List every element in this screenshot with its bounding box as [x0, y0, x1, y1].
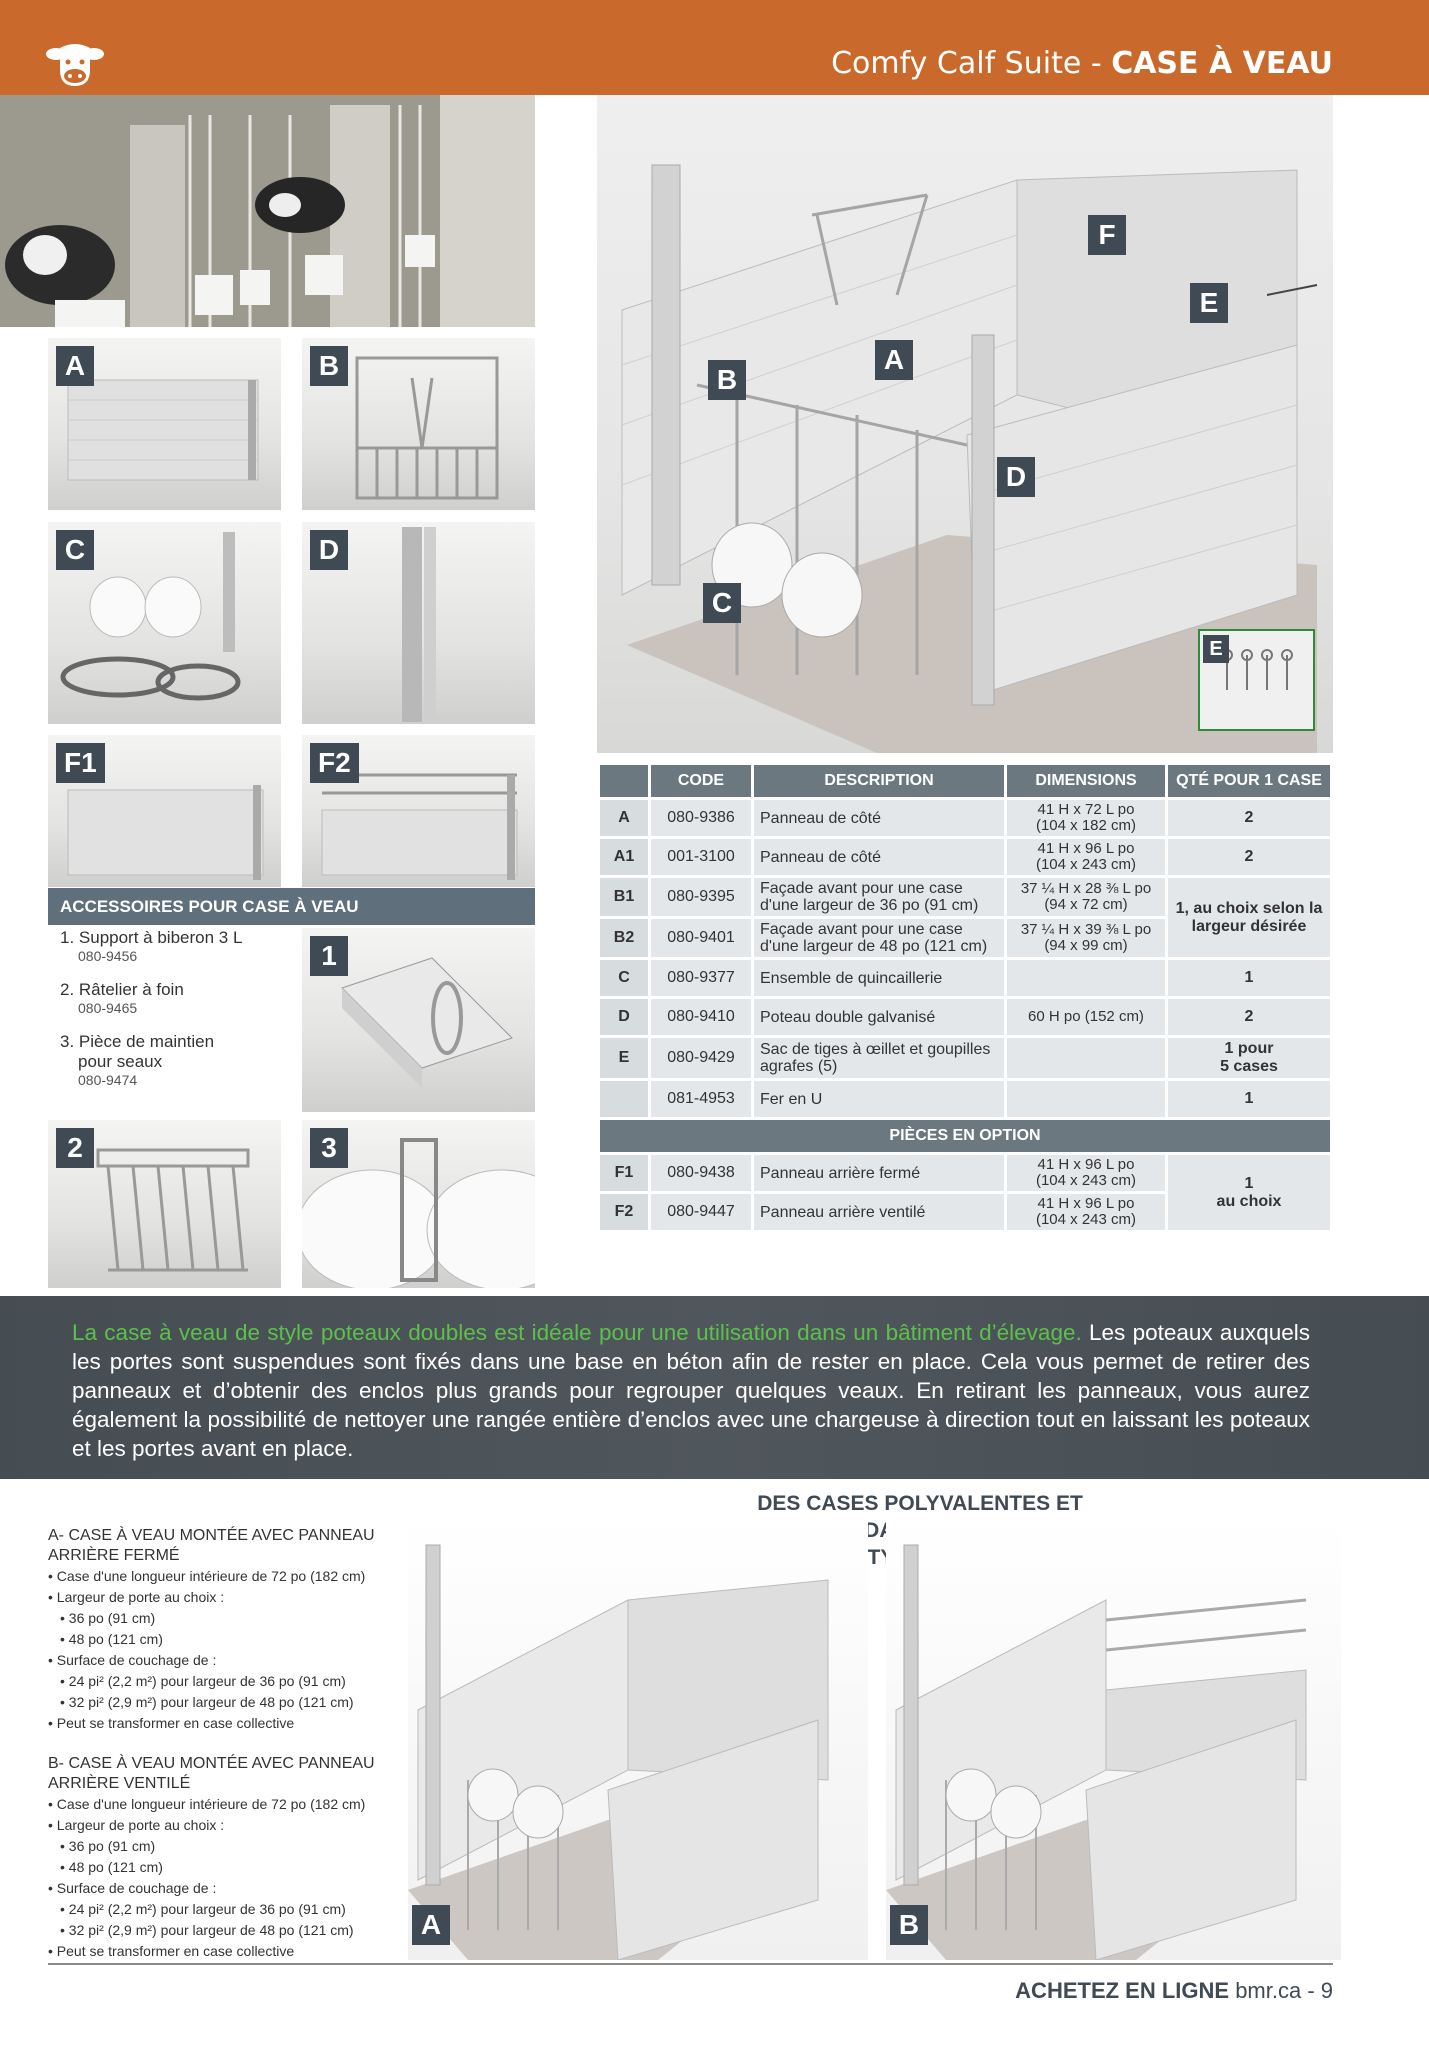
thumb-post-d [302, 522, 535, 724]
label-f2: F2 [310, 743, 359, 783]
label-a: A [56, 346, 94, 386]
table-row: D 080-9410 Poteau double galvanisé 60 H po (152 cm) 2 [600, 999, 1330, 1035]
thumb-hay-rack [48, 1120, 281, 1288]
page-header [0, 0, 1429, 95]
table-row: B1 080-9395 Façade avant pour une case d'une largeur de 36 po (91 cm) 37 ¼ H x 28 ⅜ L po (94 x 72 cm) 1, au choix selon la largeur désirée [600, 878, 1330, 916]
spec-b-list: • Case d'une longueur intérieure de 72 po (182 cm) • Largeur de porte au choix : • 36 po (91 cm) • 48 po (121 cm) • Surface de couchage de : • 24 pi² (2,2 m²) pour largeur de 36 po (91 cm) • 32 pi² (2,9 m²) pour largeur de 48 po (121 cm) • Peut se transformer en case collective [48, 1794, 388, 1962]
table-row: A 080-9386 Panneau de côté 41 H x 72 L po (104 x 182 cm) 2 [600, 800, 1330, 836]
table-row: 081-4953 Fer en U 1 [600, 1081, 1330, 1117]
main-label-a: A [875, 340, 913, 380]
table-row: F1 080-9438 Panneau arrière fermé 41 H x 96 L po (104 x 243 cm) 1 au choix [600, 1155, 1330, 1191]
thumb-front-b [302, 338, 535, 510]
thumb-bucket-holder [302, 1120, 535, 1288]
main-product-photo [597, 95, 1333, 753]
description-band [0, 1296, 1429, 1479]
description-text: La case à veau de style poteaux doubles est idéale pour une utilisation dans un bâtiment d’élevage. Les poteaux auxquels les portes sont suspendues sont fixés dans une base en béton afin de rester en place. Cela vous permet de retirer des panneaux et d’obtenir des enclos plus grands pour regrouper quelques veaux. En retirant les panneaux, vous aurez également la possibilité de nettoyer une rangée entière d’enclos avec une chargeuse à direction tout en laissant les poteaux et les portes avant en place. [72, 1320, 1311, 1461]
table-header: CODE DESCRIPTION DIMENSIONS QTÉ POUR 1 CASE [600, 765, 1330, 797]
label-2: 2 [56, 1128, 94, 1168]
case-label-a: A [412, 1905, 450, 1945]
versatile-heading: DES CASES POLYVALENTES ET [757, 1492, 1083, 1515]
case-b-photo [886, 1520, 1341, 1960]
thumb-panel-a [48, 338, 281, 510]
page-title: Comfy Calf Suite - CASE À VEAU [831, 46, 1333, 81]
main-label-b: B [708, 360, 746, 400]
spec-a-title: A- CASE À VEAU MONTÉE AVEC PANNEAU ARRIÈRE FERMÉ [48, 1527, 375, 1564]
spec-a-list: • Case d'une longueur intérieure de 72 po (182 cm) • Largeur de porte au choix : • 36 po (91 cm) • 48 po (121 cm) • Surface de couchage de : • 24 pi² (2,2 m²) pour largeur de 36 po (91 cm) • 32 pi² (2,9 m²) pour largeur de 48 po (121 cm) • Peut se transformer en case collective [48, 1566, 388, 1734]
table-row: F2 080-9447 Panneau arrière ventilé 41 H x 96 L po (104 x 243 cm) [600, 1194, 1330, 1230]
list-item: 2. Râtelier à foin 080-9465 [60, 980, 184, 1016]
label-b: B [310, 346, 348, 386]
main-label-e-inset: E [1203, 635, 1229, 663]
label-3: 3 [310, 1128, 348, 1168]
spec-lists [48, 1514, 388, 1962]
main-label-f: F [1088, 215, 1126, 255]
spec-b-title: B- CASE À VEAU MONTÉE AVEC PANNEAU ARRIÈRE VENTILÉ [48, 1755, 375, 1792]
table-row: C 080-9377 Ensemble de quincaillerie 1 [600, 960, 1330, 996]
label-d: D [310, 530, 348, 570]
thumb-back-f2 [302, 735, 535, 887]
accessories-list [48, 928, 298, 1104]
label-f1: F1 [56, 743, 105, 783]
cow-head-icon [46, 42, 104, 88]
case-a-photo [408, 1520, 868, 1960]
case-label-b: B [890, 1905, 928, 1945]
label-1: 1 [310, 936, 348, 976]
thumb-hardware-c [48, 522, 281, 724]
table-row: A1 001-3100 Panneau de côté 41 H x 96 L po (104 x 243 cm) 2 [600, 839, 1330, 875]
barn-photo [0, 95, 535, 327]
footer-divider [48, 1963, 1333, 1965]
label-c: C [56, 530, 94, 570]
table-row: B2 080-9401 Façade avant pour une case d'une largeur de 48 po (121 cm) 37 ¼ H x 39 ⅜ L po (94 x 99 cm) [600, 919, 1330, 957]
list-item: 3. Pièce de maintien pour seaux 080-9474 [60, 1032, 215, 1088]
thumb-back-f1 [48, 735, 281, 887]
main-label-d: D [997, 457, 1035, 497]
thumb-bottle-holder [302, 928, 535, 1112]
table-row: E 080-9429 Sac de tiges à œillet et goupilles agrafes (5) 1 pour 5 cases [600, 1038, 1330, 1078]
table-section-header: PIÈCES EN OPTION [600, 1120, 1330, 1152]
accessories-heading: ACCESSOIRES POUR CASE À VEAU [48, 888, 535, 925]
spec-table [597, 762, 1333, 1233]
footer-shop-link[interactable]: ACHETEZ EN LIGNE bmr.ca - 9 [1015, 1978, 1333, 2003]
main-label-c: C [703, 583, 741, 623]
main-label-e: E [1190, 283, 1228, 323]
list-item: 1. Support à biberon 3 L 080-9456 [60, 928, 243, 964]
